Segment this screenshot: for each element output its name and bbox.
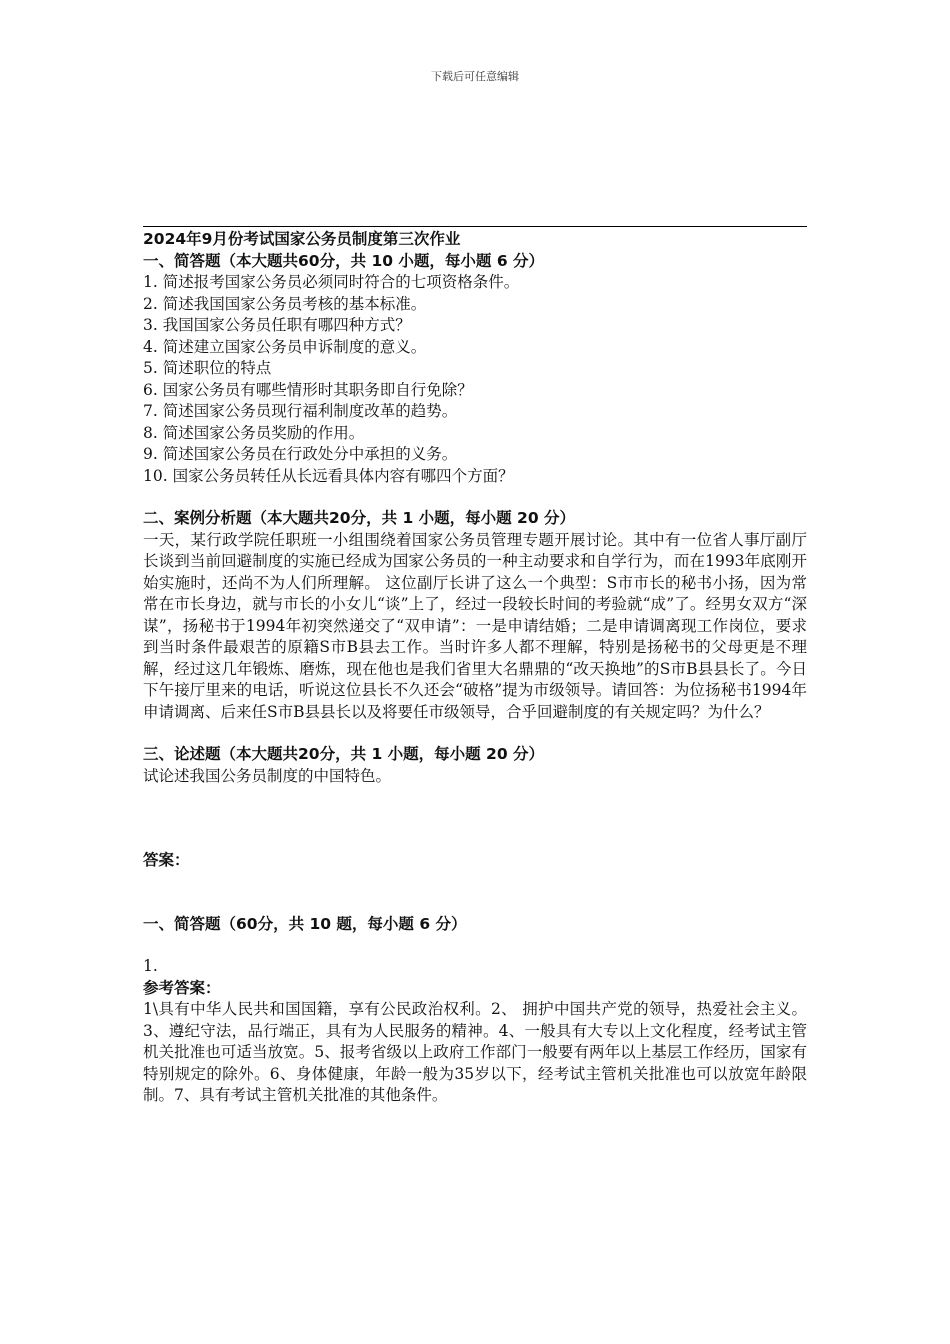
reference-answer-text: 1\具有中华人民共和国国籍，享有公民政治权利。2、 拥护中国共产党的领导，热爱社会主义。3、遵纪守法，品行端正，具有为人民服务的精神。4、一般具有大专以上文化程度，经考试主管机关批准也可适当放宽。5、报考省级以上政府工作部门一般要有两年以上基层工作经历，国家有特别规定的除外。6、身体健康，年龄一般为35岁以下，经考试主管机关批准也可以放宽年龄限制。7、具有考试主管机关批准的其他条件。	[143, 1000, 807, 1104]
list-item: 3. 我国国家公务员任职有哪四种方式？	[143, 316, 411, 334]
section1-heading: 一、简答题（本大题共60分，共 10 小题，每小题 6 分）	[143, 251, 545, 270]
reference-answer-label: 参考答案：	[143, 978, 221, 997]
list-item: 10. 国家公务员转任从长远看具体内容有哪四个方面？	[143, 466, 514, 485]
section2-heading: 二、案例分析题（本大题共20分，共 1 小题，每小题 20 分）	[143, 509, 576, 527]
header-rule	[143, 226, 807, 227]
answer-item-number: 1.	[143, 957, 158, 975]
section1-question-list	[143, 272, 807, 487]
document-title: 2024年9月份考试国家公务员制度第三次作业	[143, 230, 461, 248]
list-item: 5. 简述职位的特点	[143, 359, 272, 377]
answers-section1-heading: 一、简答题（60分，共 10 题，每小题 6 分）	[143, 914, 467, 933]
list-item: 9. 简述国家公务员在行政处分中承担的义务。	[143, 445, 458, 463]
answers-label: 答案：	[143, 851, 190, 869]
list-item: 1. 简述报考国家公务员必须同时符合的七项资格条件。	[143, 273, 520, 291]
section3-heading: 三、论述题（本大题共20分，共 1 小题，每小题 20 分）	[143, 745, 545, 763]
section3-question: 试论述我国公务员制度的中国特色。	[143, 766, 392, 785]
list-item: 6. 国家公务员有哪些情形时其职务即自行免除？	[143, 380, 473, 399]
list-item: 2. 简述我国国家公务员考核的基本标准。	[143, 294, 427, 313]
document-body	[143, 229, 807, 1107]
section2-case-text: 一天，某行政学院任职班一小组围绕着国家公务员管理专题开展讨论。其中有一位省人事厅副厅长谈到当前回避制度的实施已经成为国家公务员的一种主动要求和自学行为，而在1993年底刚开始实施时，还尚不为人们所理解。 这位副厅长讲了这么一个典型：S市市长的秘书小扬，因为常常在市长身边，就与市长的小女儿“谈”上了，经过一段较长时间的考验就“成”了。经男女双方“深谋”，扬秘书于1994年初突然递交了“双申请”：一是申请结婚；二是申请调离现工作岗位，要求到当时条件最艰苦的原籍S市B县去工作。当时许多人都不理解，特别是扬秘书的父母更是不理解，经过这几年锻炼、磨炼，现在他也是我们省里大名鼎鼎的“改天换地”的S市B县县长了。今日下午接厅里来的电话，听说这位县长不久还会“破格”提为市级领导。请回答：为位扬秘书1994年申请调离、后来任S市B县县长以及将要任市级领导，合乎回避制度的有关规定吗？为什么？	[143, 530, 807, 721]
list-item: 4. 简述建立国家公务员申诉制度的意义。	[143, 337, 427, 356]
page-header-note: 下载后可任意编辑	[431, 70, 519, 83]
list-item: 8. 简述国家公务员奖励的作用。	[143, 423, 365, 442]
list-item: 7. 简述国家公务员现行福利制度改革的趋势。	[143, 402, 458, 420]
